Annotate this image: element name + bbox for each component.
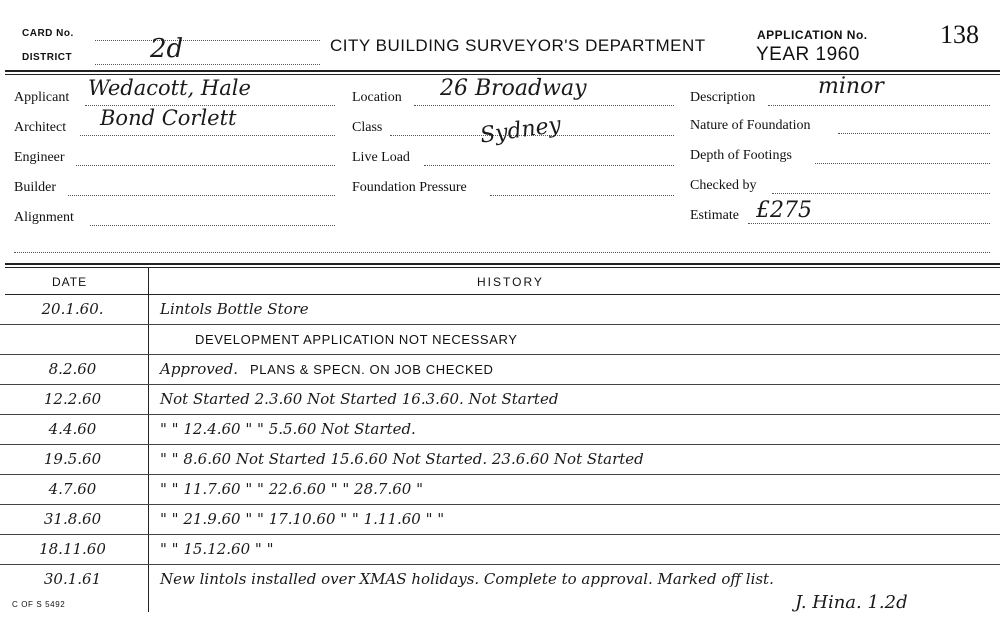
history-row-rule xyxy=(0,414,1000,415)
spare-line xyxy=(14,252,990,253)
location-label: Location xyxy=(352,90,402,105)
applicant-label: Applicant xyxy=(14,90,70,105)
location-line xyxy=(414,105,674,106)
history-row-rule xyxy=(0,384,1000,385)
history-stamp: PLANS & SPECN. ON JOB CHECKED xyxy=(249,362,494,377)
application-label: APPLICATION No. xyxy=(757,28,868,42)
depth-footings-line xyxy=(815,163,990,164)
description-label: Description xyxy=(690,90,756,105)
history-entry xyxy=(160,540,995,558)
checked-by-label: Checked by xyxy=(690,178,757,193)
builder-line xyxy=(68,195,335,196)
class-value: Sydney xyxy=(478,112,563,149)
history-header: HISTORY xyxy=(477,275,544,289)
estimate-line xyxy=(748,223,990,224)
history-entry xyxy=(160,330,995,348)
history-text: Lintols Bottle Store xyxy=(160,300,309,318)
header-rule xyxy=(5,70,1000,72)
history-header-rule xyxy=(5,294,1000,295)
estimate-label: Estimate xyxy=(690,208,739,223)
history-row-rule xyxy=(0,444,1000,445)
applicant-value: Wedacott, Hale xyxy=(88,76,251,100)
application-number: 138 xyxy=(940,20,979,49)
district-value: 2d xyxy=(150,34,184,64)
depth-footings-label: Depth of Footings xyxy=(690,148,792,163)
district-line xyxy=(95,64,320,65)
nature-foundation-line xyxy=(838,133,990,134)
history-text: " " 21.9.60 " " 17.10.60 " " 1.11.60 " " xyxy=(160,510,445,528)
history-date: 4.7.60 xyxy=(48,480,97,498)
description-line xyxy=(768,105,990,106)
history-entry xyxy=(160,480,995,498)
history-date: 12.2.60 xyxy=(43,390,102,408)
history-top-rule xyxy=(5,263,1000,265)
history-text: " " 15.12.60 " " xyxy=(160,540,274,558)
location-value: 26 Broadway xyxy=(440,76,587,101)
history-date: 30.1.61 xyxy=(43,570,102,588)
year-label: YEAR 1960 xyxy=(756,44,860,65)
estimate-value: £275 xyxy=(756,198,812,223)
alignment-line xyxy=(90,225,335,226)
live-load-line xyxy=(424,165,674,166)
history-date: 20.1.60. xyxy=(41,300,104,318)
history-text: " " 11.7.60 " " 22.6.60 " " 28.7.60 " xyxy=(160,480,423,498)
alignment-label: Alignment xyxy=(14,210,74,225)
description-value: minor xyxy=(818,74,884,99)
architect-value: Bond Corlett xyxy=(100,106,237,130)
signature: J. Hina. 1.2d xyxy=(795,592,908,613)
card-no-line xyxy=(95,40,320,41)
architect-line xyxy=(80,135,335,136)
builder-label: Builder xyxy=(14,180,56,195)
history-text: " " 12.4.60 " " 5.5.60 Not Started. xyxy=(160,420,416,438)
history-text: Approved. xyxy=(160,360,238,378)
history-date: 19.5.60 xyxy=(43,450,102,468)
engineer-line xyxy=(76,165,335,166)
history-entry xyxy=(160,570,995,588)
live-load-label: Live Load xyxy=(352,150,410,165)
architect-label: Architect xyxy=(14,120,67,135)
class-label: Class xyxy=(352,120,383,135)
date-column-divider xyxy=(148,267,149,612)
card-no-label: CARD No. xyxy=(22,28,74,39)
history-entry xyxy=(160,420,995,438)
foundation-pressure-label: Foundation Pressure xyxy=(352,180,467,195)
history-text: Not Started 2.3.60 Not Started 16.3.60. Not Started xyxy=(160,390,559,408)
history-row-rule xyxy=(0,564,1000,565)
history-entry xyxy=(160,300,995,318)
checked-by-line xyxy=(772,193,990,194)
history-row-rule xyxy=(0,354,1000,355)
history-entry xyxy=(160,510,995,528)
history-date: 4.4.60 xyxy=(48,420,97,438)
nature-foundation-label: Nature of Foundation xyxy=(690,118,811,133)
form-code: C OF S 5492 xyxy=(12,600,66,609)
history-top-rule-thin xyxy=(5,267,1000,268)
history-row-rule xyxy=(0,504,1000,505)
history-row-rule xyxy=(0,324,1000,325)
history-entry xyxy=(160,450,995,468)
history-date: 8.2.60 xyxy=(48,360,97,378)
district-label: DISTRICT xyxy=(22,52,73,63)
history-entry xyxy=(160,390,995,408)
history-text: New lintols installed over XMAS holidays. Complete to approval. Marked off list. xyxy=(160,570,774,588)
foundation-pressure-line xyxy=(490,195,674,196)
history-row-rule xyxy=(0,474,1000,475)
department-title: CITY BUILDING SURVEYOR'S DEPARTMENT xyxy=(330,36,706,55)
engineer-label: Engineer xyxy=(14,150,65,165)
history-date: 18.11.60 xyxy=(39,540,106,558)
history-date: 31.8.60 xyxy=(43,510,102,528)
history-text: " " 8.6.60 Not Started 15.6.60 Not Started. 23.6.60 Not Started xyxy=(160,450,644,468)
date-header: DATE xyxy=(52,275,88,289)
history-stamp: DEVELOPMENT APPLICATION NOT NECESSARY xyxy=(195,332,518,347)
history-entry xyxy=(160,360,995,378)
history-row-rule xyxy=(0,534,1000,535)
